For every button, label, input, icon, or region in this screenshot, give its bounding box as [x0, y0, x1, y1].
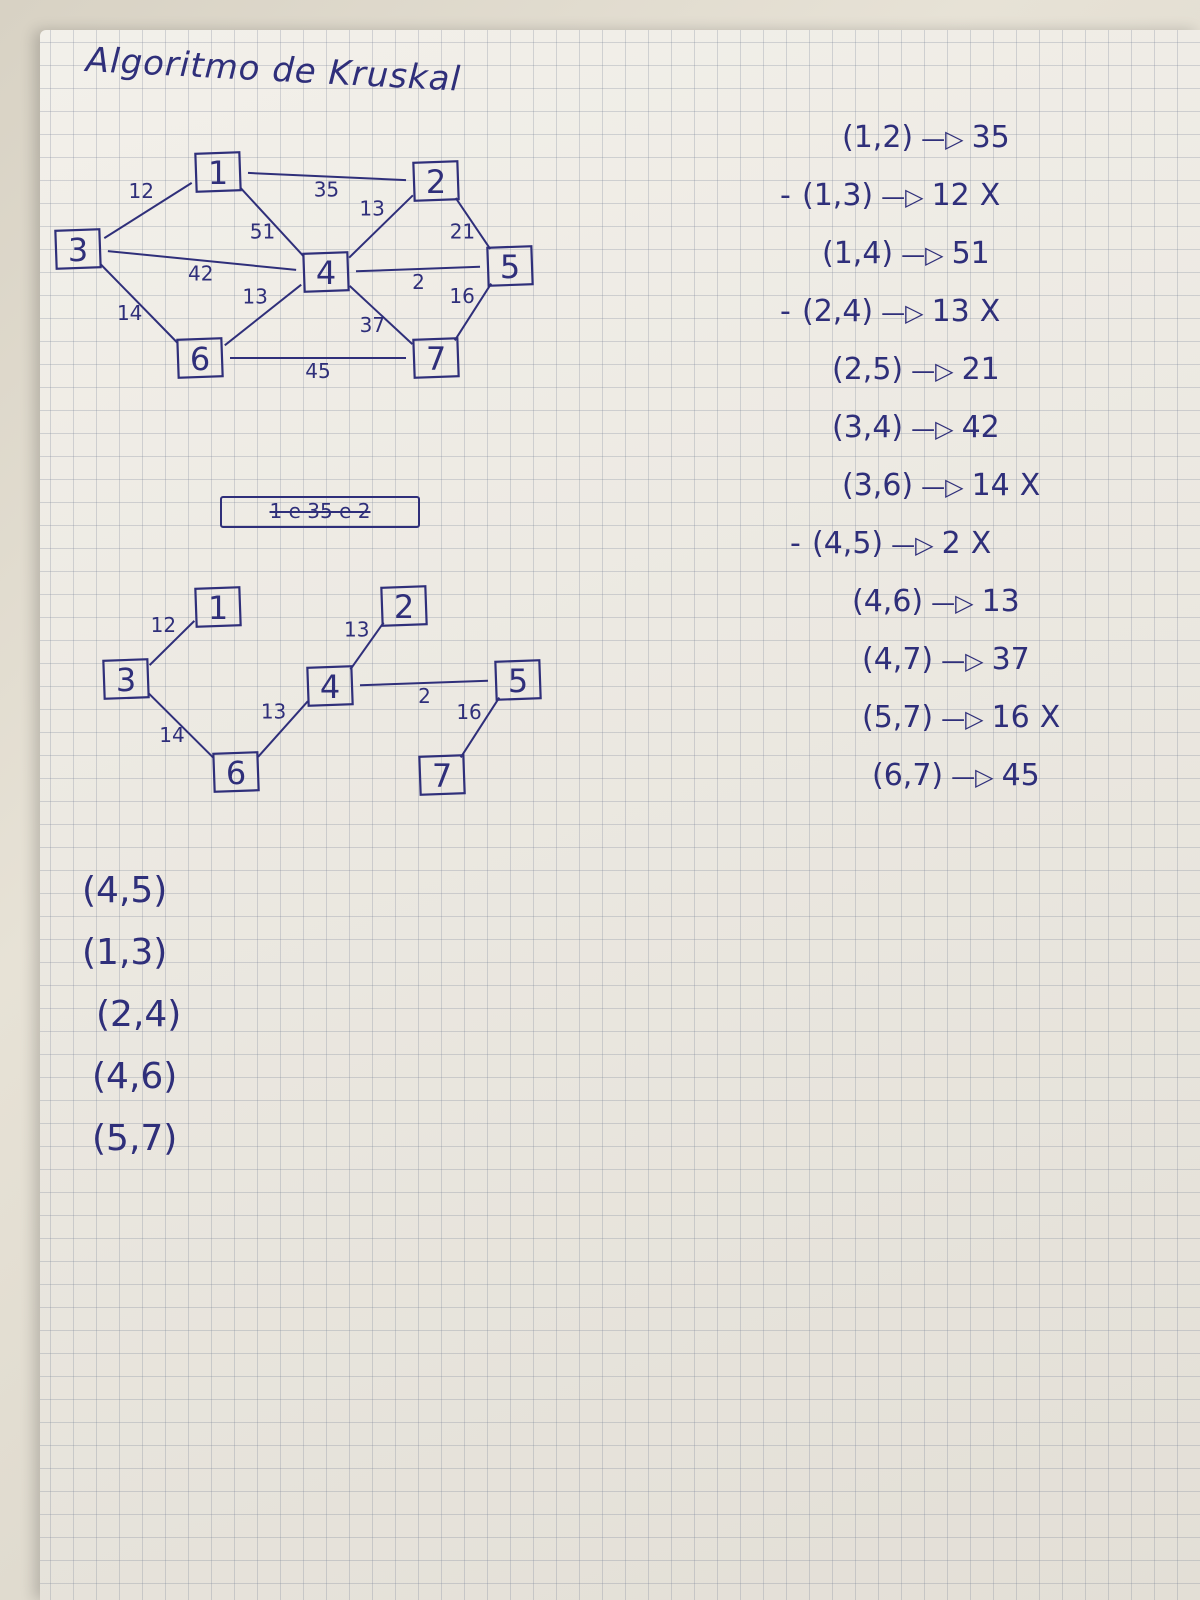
tree-node-label-4: 4 [319, 668, 341, 706]
page-title: Algoritmo de Kruskal [84, 40, 462, 100]
edge-mark: X [1019, 468, 1041, 503]
graph-edge-weight: 16 [449, 284, 475, 309]
graph-edge-weight: 42 [187, 261, 214, 286]
graph-node-label-2: 2 [425, 163, 447, 201]
edge-pair: (3,6) [842, 468, 914, 503]
graph-edge-weight: 13 [242, 284, 268, 309]
edge-arrow: —▷ [941, 705, 984, 733]
edge-arrow: —▷ [921, 125, 964, 153]
graph-node-label-4: 4 [315, 254, 337, 292]
edge-weight: 45 [1001, 758, 1040, 793]
edge-pair: (5,7) [862, 700, 934, 735]
edge-list-row [780, 526, 1160, 584]
tree-edge-weight: 16 [456, 699, 482, 724]
edge-arrow: —▷ [921, 473, 964, 501]
graph-edge-weight: 14 [116, 300, 143, 325]
graph-node-label-5: 5 [499, 248, 521, 286]
tree-edge-weight: 13 [260, 699, 287, 724]
edge-weight: 16 [991, 700, 1030, 735]
graph-group [55, 152, 532, 383]
edge-list-row [780, 642, 1160, 700]
edge-pair: (4,6) [852, 584, 924, 619]
edge-arrow: —▷ [881, 299, 924, 327]
mst-list-item: (4,6) [92, 1056, 178, 1097]
edge-list-row [780, 584, 1160, 642]
edge-arrow: —▷ [941, 647, 984, 675]
edge-mark: X [1039, 700, 1061, 735]
edge-dash: - [780, 178, 791, 213]
edge-dash: - [780, 294, 791, 329]
edge-pair: (2,4) [802, 294, 874, 329]
tree-edge-weight: 14 [159, 723, 185, 748]
edge-weight: 42 [961, 410, 1000, 445]
crossed-out-scribble: 1 e 35 e 2 [220, 496, 420, 528]
edge-list-row [780, 120, 1160, 178]
mst-list-item: (2,4) [96, 994, 182, 1035]
tree-group [103, 586, 540, 795]
mst-list-item: (1,3) [82, 932, 168, 973]
edge-list-row [780, 352, 1160, 410]
tree-node-label-1: 1 [207, 589, 229, 627]
edge-weight: 21 [961, 352, 1000, 387]
edge-dash: - [790, 526, 801, 561]
mst-list-item: (5,7) [92, 1118, 178, 1159]
edge-weight: 12 [931, 178, 970, 213]
edge-weight: 37 [991, 642, 1030, 677]
edge-pair: (2,5) [832, 352, 904, 387]
graph-edge-weight: 51 [249, 219, 276, 244]
edge-list-row [780, 236, 1160, 294]
graph-edge-weight: 13 [359, 196, 385, 221]
edge-arrow: —▷ [951, 763, 994, 791]
edge-pair: (3,4) [832, 410, 904, 445]
tree-node-label-3: 3 [115, 661, 137, 699]
edge-list-row [780, 294, 1160, 352]
edge-list-row [780, 410, 1160, 468]
edge-weight: 35 [971, 120, 1010, 155]
edge-mark: X [979, 294, 1001, 329]
edge-pair: (1,3) [802, 178, 874, 213]
graph-node-label-6: 6 [189, 340, 211, 378]
tree-node-label-6: 6 [225, 754, 247, 792]
mst-list-item: (4,5) [82, 870, 168, 911]
graph-edge-weight: 37 [359, 313, 386, 338]
edge-list-row [780, 468, 1160, 526]
edge-arrow: —▷ [891, 531, 934, 559]
graph-edge-weight: 35 [313, 177, 340, 202]
edge-arrow: —▷ [931, 589, 974, 617]
edge-list-row [780, 758, 1160, 816]
edge-mark: X [970, 526, 992, 561]
edge-arrow: —▷ [901, 241, 944, 269]
edge-list-row [780, 178, 1160, 236]
tree-node-label-2: 2 [393, 588, 415, 626]
graph-node-label-7: 7 [425, 340, 447, 378]
edge-list [780, 120, 1160, 816]
tree-node-label-5: 5 [507, 662, 529, 700]
edge-mark: X [979, 178, 1001, 213]
edge-pair: (1,4) [822, 236, 894, 271]
edge-list-row [780, 700, 1160, 758]
tree-edge-weight: 2 [418, 683, 431, 708]
edge-arrow: —▷ [911, 357, 954, 385]
tree-node-label-7: 7 [431, 757, 453, 795]
edge-arrow: —▷ [911, 415, 954, 443]
edge-pair: (4,5) [812, 526, 884, 561]
graph-edge-weight: 45 [305, 359, 331, 383]
graph-edge-weight: 2 [412, 269, 425, 294]
graph-edge-weight: 21 [449, 219, 476, 244]
graph-node-label-1: 1 [207, 154, 229, 192]
edge-arrow: —▷ [881, 183, 924, 211]
graph-edge-weight: 12 [128, 179, 154, 204]
edge-weight: 14 [971, 468, 1010, 503]
graph-node-label-3: 3 [67, 231, 89, 269]
tree-edge-weight: 13 [343, 617, 370, 642]
edge-pair: (1,2) [842, 120, 914, 155]
edge-weight: 13 [981, 584, 1020, 619]
edge-pair: (4,7) [862, 642, 934, 677]
edge-weight: 13 [931, 294, 970, 329]
mst-edge-list [82, 870, 302, 1180]
edge-weight: 51 [951, 236, 990, 271]
edge-weight: 2 [941, 526, 961, 561]
edge-pair: (6,7) [872, 758, 944, 793]
tree-edge-weight: 12 [150, 612, 177, 637]
